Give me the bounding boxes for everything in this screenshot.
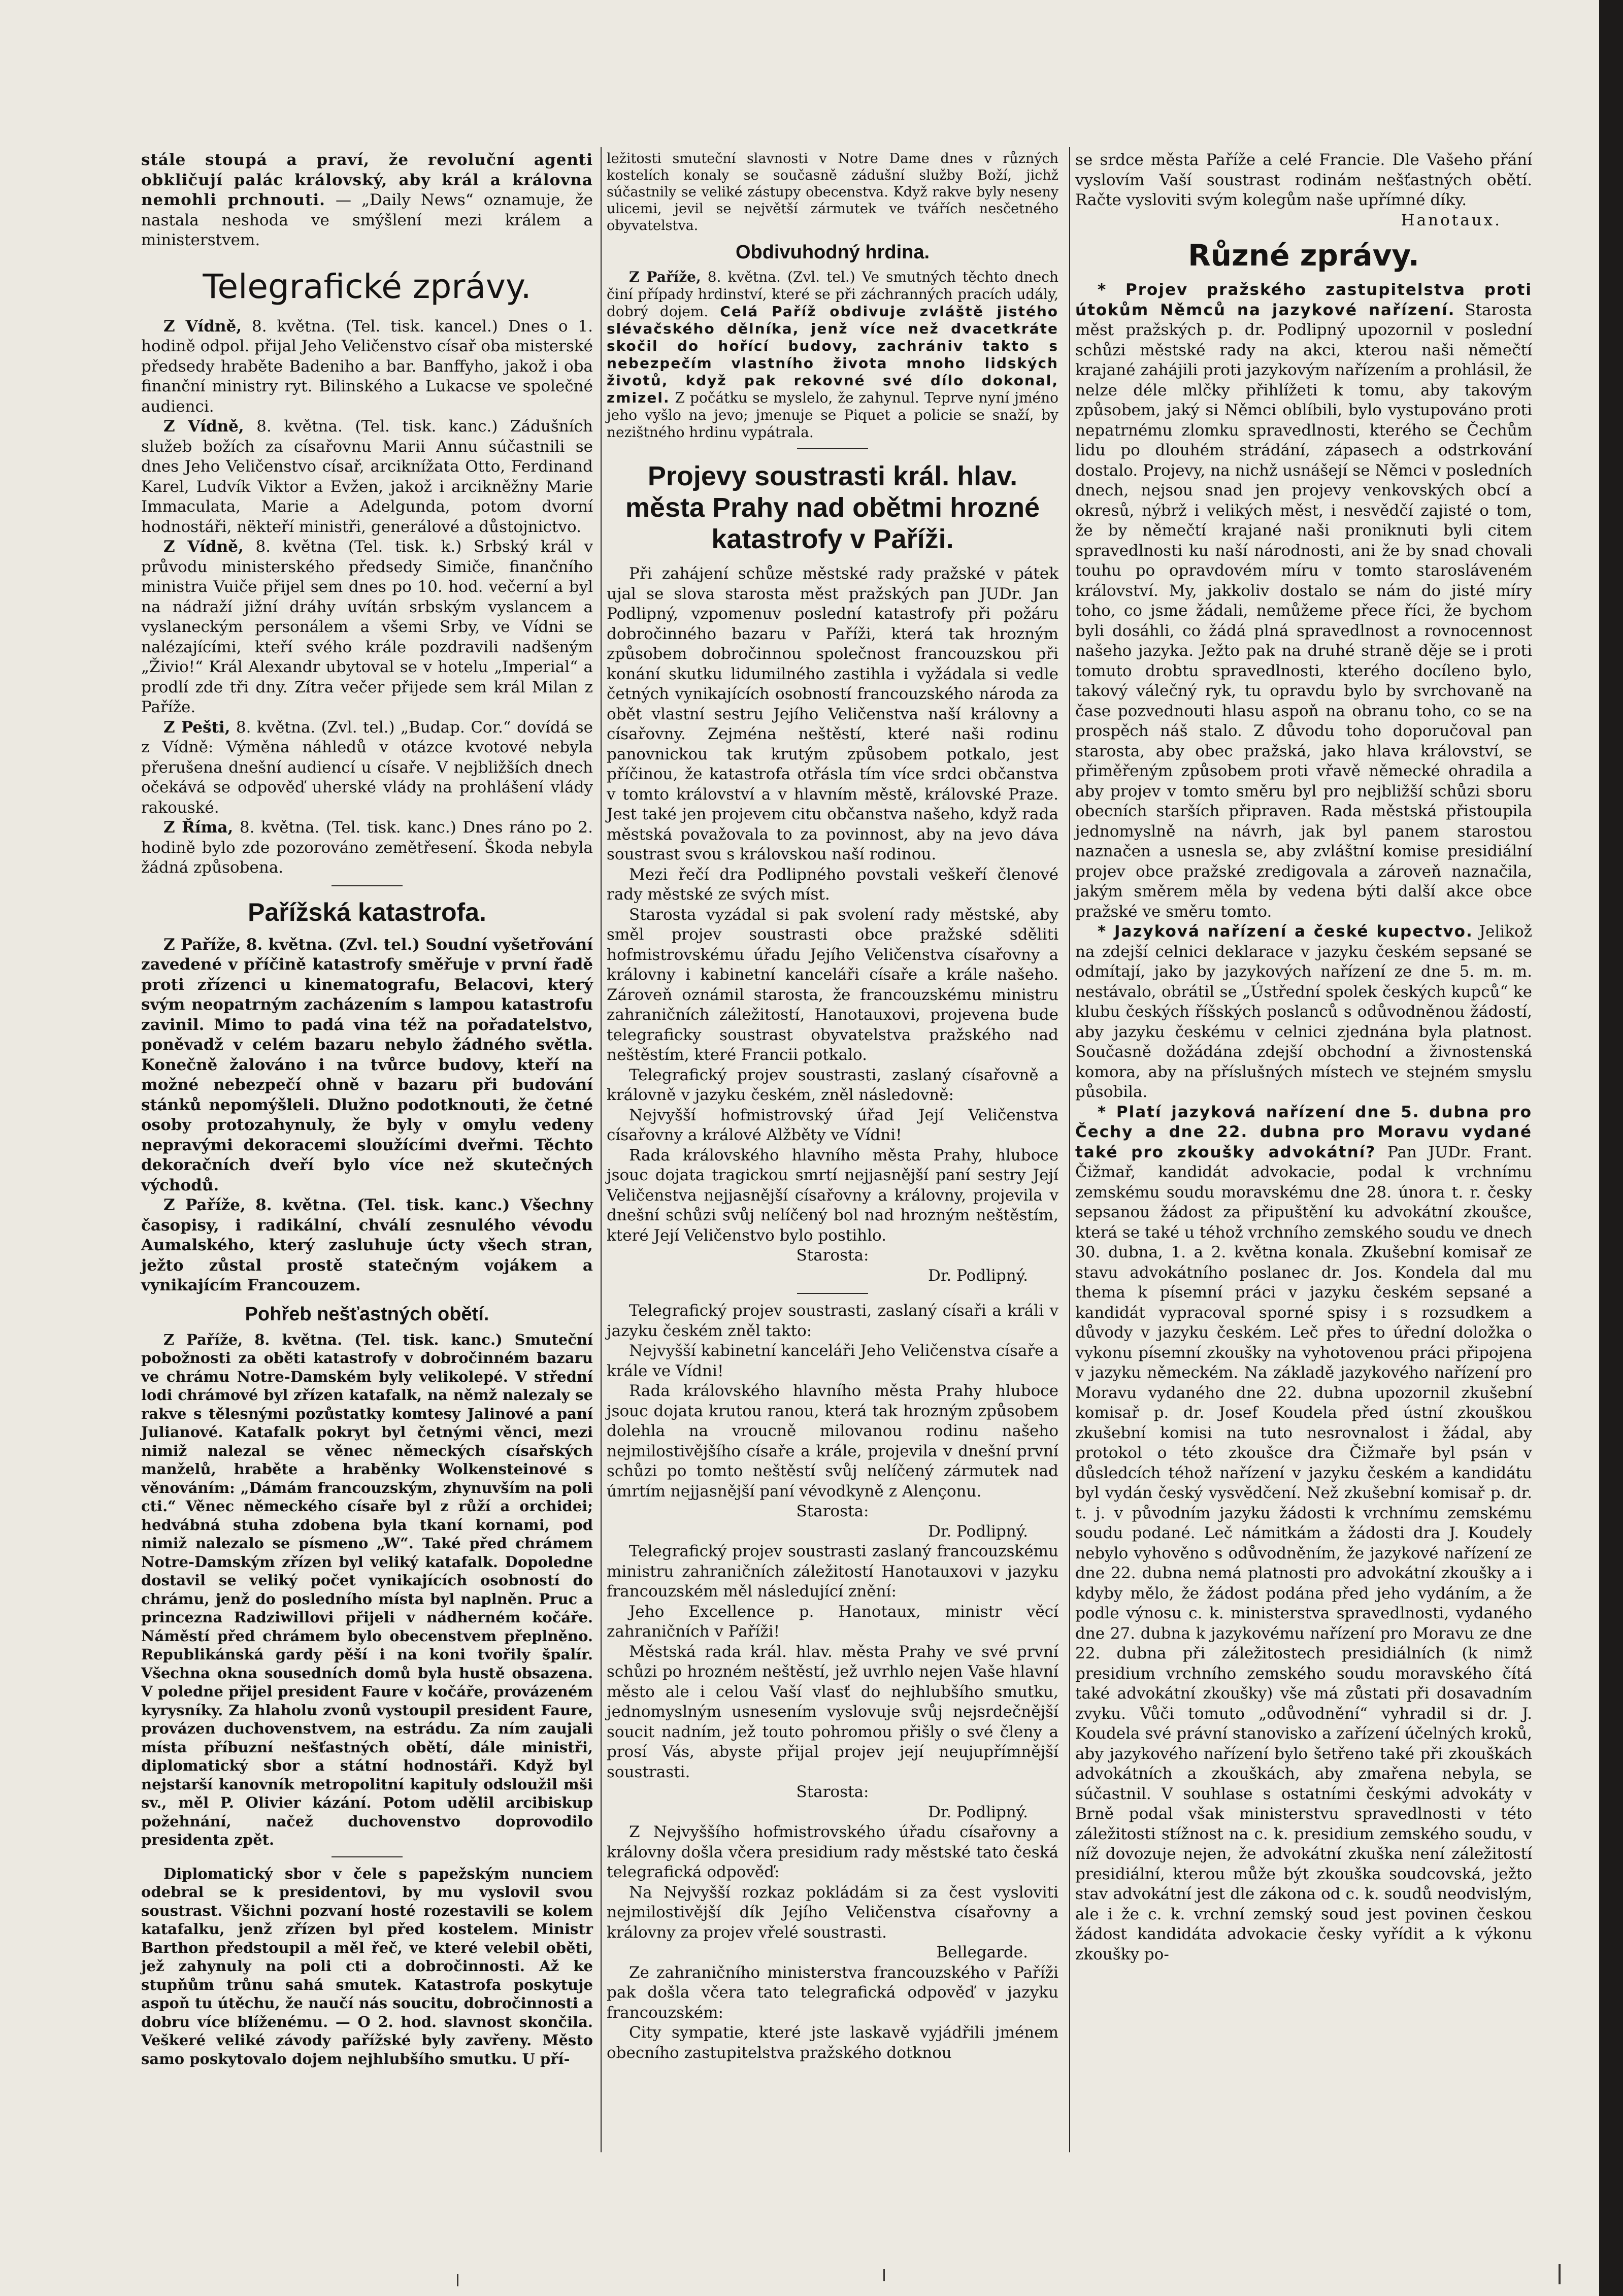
heading-pohreb: Pohřeb nešťastných obětí. [245, 1303, 489, 1325]
separator [797, 1293, 868, 1294]
news-item: * Jazyková nařízení a české kupectvo. Jelikož na zdejší celnici deklarace v jazyku českém sepsané se odmítají, jako by jazykových nařízení ze dne 5. m. m. nestávalo, obrátil se „Ústřední spolek českých kupců“ ke klubu českých říšských poslanců s odůvodněnou žádostí, aby jazyku českému v celnici zjednána byla platnost. Současně dožádána zdejší obchodní a živnostenská komora, aby na příslušných místech ve stejném smyslu působila. [1075, 922, 1532, 1101]
separator [797, 448, 868, 449]
heading-parizska-katastrofa: Pařížská katastrofa. [248, 897, 486, 926]
separator [332, 885, 403, 886]
separator [332, 1856, 403, 1857]
paragraph: Rada královského hlavního města Prahy, hluboce jsouc dojata tragickou smrtí nejjasnější paní sestry Její Veličenstva nejjasnější císařovny a královny, projevila v dnešní schůzi svůj nelíčený bol nad hrozným neštěstím, které Její Veličenstvo bylo postihlo. [607, 1146, 1058, 1245]
paragraph: Telegrafický projev soustrasti zaslaný francouzskému ministru zahraničních záležitostí Hanotauxovi v jazyku francouzském měl následující znění: [607, 1542, 1058, 1601]
paragraph: Mezi řečí dra Podlipného povstali veškeří členové rady městské ze svých míst. [607, 865, 1058, 904]
heading-obdivuhodny-hrdina: Obdivuhodný hrdina. [735, 242, 930, 263]
paragraph: Na Nejvyšší rozkaz pokládám si za čest vysloviti nejmilostivější dík Jejího Veličenstva císařovny a královny za projev vřelé soustrasti. [607, 1883, 1058, 1942]
news-item: Z Vídně, 8. května (Tel. tisk. k.) Srbský král v průvodu ministerského předsedy Simiče, finančního ministra Vuiče přijel sem dnes po 10. hod. večerní a byl na nádraží jižní dráhy uvítán srbským vyslancem a vyslaneckým personálem a všemi Srby, ve Vídni se nalézajícími, kteří svého krále pozdravili nadšeným „Živio!“ Král Alexandr ubytoval se v hotelu „Imperial“ a prodlí zde tři dny. Zítra večer přijede sem král Milan z Paříže. [141, 538, 593, 716]
column-rule [601, 147, 602, 2152]
paragraph: Starosta vyzádal si pak svolení rady městské, aby směl projev soustrasti obce pražské sděliti hofmistrovskému úřadu Jejího Veličenstva císařovny a královny i kabinetní kanceláři císaře a krále našeho. Zároveň oznámil starosta, že francouzskému ministru zahraničních záležitostí, Hanotauxovi, projevena bude telegraficky soustrast obyvatelstva pražského nad neštěstím, které Francii potkalo. [607, 905, 1058, 1064]
heading-telegraficke-zpravy: Telegrafické zprávy. [203, 267, 532, 306]
paragraph: stále stoupá a praví, že revoluční agenti obkličují palác královský, aby král a královna nemohli prchnouti. — „Daily News“ oznamuje, že nastala neshoda ve smýšlení mezi králem a ministerstvem. [141, 151, 593, 249]
paragraph: Jeho Excellence p. Hanotaux, ministr věcí zahraničních v Paříži! [607, 1602, 1058, 1641]
paragraph: Telegrafický projev soustrasti, zaslaný císaři a králi v jazyku českém zněl takto: [607, 1302, 1058, 1340]
paragraph: Při zahájení schůze městské rady pražské v pátek ujal se slova starosta měst pražských pan JUDr. Jan Podlipný, vzpomenuv poslední katastrofy při požáru dobročinného bazaru v Paříži, která tak hrozným způsobem dobročinnou společnost francouzskou při konání skutku lidumilného zastihla i vyžádala si vedle četných vynikajících osobností francouzského národa za obět vlastní sestru Jejího Veličenstva naší královny a císařovny. Zejména neštěstí, které naši rodinu panovnickou tak krutým způsobem potkalo, jest příčinou, že katastrofa otřásla tím více srdci občanstva v tomto království a v hlavním městě, královské Praze. Jest také jen projevem citu občanstva našeho, když rada městská považovala to za povinnost, aby na jevo dáva soustrast svou s královskou naší rodinou. [607, 564, 1058, 863]
signature-title: Starosta: [796, 1783, 869, 1801]
paragraph: Nejvyšší hofmistrovský úřad Její Veličenstva císařovny a králové Alžběty ve Vídni! [607, 1106, 1058, 1144]
heading-ruzne-zpravy: Různé zprávy. [1188, 238, 1419, 273]
news-item: Z Paříže, 8. května. (Tel. tisk. kanc.) Všechny časopisy, i radikální, chválí zesnulého vévodu Aumalského, který zasluhuje úcty všech stran, ježto zůstal prostě statečným vojákem a vynikajícím Francouzem. [141, 1196, 593, 1294]
news-item: * Projev pražského zastupitelstva proti útokům Němců na jazykové nařízení. Starosta měst pražských p. dr. Podlipný upozornil v poslední schůzi městské rady na akci, kterou naši němečtí krajané zahájili proti jazykovým nařízením a prohlásil, že nelze déle mlčky přihlížeti k tomu, aby takovým způsobem, jaký si Němci oblíbili, bylo vystupováno proti nepatrnému zlomku spravedlnosti, kterého se Čechům lidu po dlouhém strádání, zápasech a odstrkování dostalo. Projevy, na nichž usnášejí se Němci v posledních dnech, nejsou snad jen projevy venkovských obcí a okresů, nýbrž i velikých měst, i nesvědčí zajisté o tom, že by němečtí krajané naši proniknuti byli citem spravedlnosti ku naší národnosti, ani že by snad chovali touhu po opravdovém míru v tomto starosláveném království. My, jakkoliv dostalo se nám do jisté míry toho, co jsme žádali, nemůžeme přece říci, že bychom byli dosáhli, co žádá plná spravedlnost a rovnocennost našeho jazyka. Ježto pak na druhé straně děje se i proti tomuto drobtu spravedlnosti, kterého docíleno bylo, takový válečný ryk, tu opravdu bylo by svrchovaně na čase pozvednouti hlasu aspoň na obranu toho, co se na prospěch náš stalo. Z důvodu toho doporučoval pan starosta, aby obec pražská, jako hlava království, se přiměřeným způsobem proti vřavě německé ohradila a aby projev v tomto směru byl pro nejbližší schůzi sboru obecních starších připraven. Rada městská přistoupila jednomyslně na návrh, jak byl panem starostou naznačen a usnesla se, aby zvláštní komise presidiální projev obce pražské zredigovala a zároveň naznačila, jakým směrem měla by vedena býti další akce obce pražské ve směru tomto. [1075, 281, 1532, 921]
paragraph: Z Nejvyššího hofmistrovského úřadu císařovny a královny došla včera presidium rady městské tato česká telegrafická odpověď: [607, 1823, 1058, 1881]
news-item: Z Říma, 8. května. (Tel. tisk. kanc.) Dnes ráno po 2. hodině bylo zde pozorováno zemětřesení. Škoda nebyla žádná způsobena. [141, 818, 593, 877]
news-item: Diplomatický sbor v čele s papežským nunciem odebral se k presidentovi, by mu vyslovil svou soustrast. Všichni pozvaní hosté rozestavili se kolem katafalku, jenž zřízen byl před kostelem. Ministr Barthon předstoupil a měl řeč, ve které velebil oběti, jež zahynuly na poli cti a dobročinnosti. Až ke stupňům trůnu sahá smutek. Katastrofa poskytuje aspoň tu útěchu, že naučí nás soucitu, dobročinnosti a dobru více blíženému. — O 2. hod. slavnost skončila. Veškeré veliké závody pařížské byly zavřeny. Město samo poskytovalo dojem nejhlubšího smutku. U pří- [141, 1865, 593, 2068]
margin-mark [1559, 2264, 1561, 2284]
margin-mark [883, 2269, 885, 2281]
heading-projevy-soustrasti: Projevy soustrasti král. hlav. města Prahy nad obětmi hrozné katastrofy v Paříži. [625, 461, 1040, 554]
signature-title: Starosta: [796, 1246, 869, 1265]
margin-mark [457, 2274, 458, 2286]
news-item: Z Vídně, 8. května. (Tel. tisk. kanc.) Zádušních služeb božích za císařovnu Marii Annu súčastnili se dnes Jeho Veličenstvo císař, arciknížata Otto, Ferdinand Karel, Ludvík Viktor a Evžen, jakož i arcikněžny Marie Immaculata, Marie a Adelgunda, potom dvorní hodnostáři, nëkteří ministři, generálové a důstojnictvo. [141, 417, 593, 536]
scan-edge [1599, 0, 1623, 2296]
news-item: Z Pešti, 8. května. (Zvl. tel.) „Budap. Cor.“ dovídá se z Vídně: Výměna náhledů v otázce kvotové nebyla přerušena dnešní audiencí u císaře. V nejbližších dnech očekává se odpověď uherské vlády na prohlášení vlády rakouské. [141, 718, 593, 817]
paragraph: se srdce města Paříže a celé Francie. Dle Vašeho přání vyslovím Vaší soustrast rodinám nešťastných obětí. Račte vysloviti svým kolegům naše upřímné díky. [1075, 151, 1532, 209]
column-left [141, 150, 593, 2068]
news-item: Z Paříže, 8. května. (Zvl. tel.) Soudní vyšetřování zavedené v příčině katastrofy směřuje v první řadě proti zřízenci u kinematografu, Belacovi, který svým neopatrným zacházením s lampou katastrofu zavinil. Mimo to padá vina též na pořadatelstvo, poněvadž v celém bazaru nebylo žádného světla. Konečně žalováno i na tvůrce budovy, kteří na možné nebezpečí ohně v bazaru při budování stánků nepomýšleli. Dlužno podotknouti, že četné osoby protozahynuly, že byly v omylu vedeny nepravými dekoracemi sloužícími dveřmi. Těchto dekoračních dveří bylo více než skutečných východů. [141, 935, 593, 1194]
news-item: Z Vídně, 8. května. (Tel. tisk. kancel.) Dnes o 1. hodině odpol. přijal Jeho Veličenstvo císař oba misterské předsedy hraběte Badeniho a bar. Banffyho, jakož i oba finanční ministry ryt. Bilinského a Lukacse ve společné audienci. [141, 317, 593, 416]
signature-title: Starosta: [796, 1502, 869, 1520]
news-item: * Platí jazyková nařízení dne 5. dubna pro Čechy a dne 22. dubna pro Moravu vydané také pro zkoušky advokátní? Pan JUDr. Frant. Čižmař, kandidát advokacie, podal k vrchnímu zemskému soudu moravskému dne 28. února t. r. česky sepsanou žádost za připuštění ku advokátní zkoušce, která se také u téhož vrchního zemského soudu ve dnech 30. dubna, 1. a 2. května konala. Zkušební komisař ze stavu advokátního poslanec dr. Jos. Kondela dal mu thema k písemní práci v jazyku českém sepsané a kandidát vypracoval sporné spisy i s rozsudkem a důvody v jazyku českém. Leč přes to úřední doložka o vykonu písemní zkoušky na vyhotovenou práci připojena v jazyku německém. Na základě jazykového nařízení pro Moravu vydaného dne 22. dubna upozornil zkušební komisař p. dr. Josef Koudela před ústní zkouškou zkušební komisi na tuto nesrovnalost i žádal, aby protokol o této zkoušce dra Čižmaře byl psán v důsledcích téhož nařízení v jazyku českém a kandidátu byl vydán český vysvědčení. Než zkušební komisař p. dr. t. j. v původním jazyku žádosti k vrchnímu zemskému soudu podané. Leč námitkám a žádosti dra J. Koudely nebylo vyhověno s odůvodněním, že jazykové nařízení ze dne 22. dubna nemá platnosti pro advokátní zkoušky a i kdyby mělo, že žádost podána před jeho vydáním, a že podle výnosu c. k. ministerstva spravedlnosti, vydaného dne 27. dubna k jazykovému nařízení pro Moravu ze dne 22. dubna při záležitostech presidiálních (k nimž presidium vrchního zemského soudu moravského čítá také advokátní zkoušky) vše má zůstati při dosavadním zvyku. Vůči tomuto „odůvodnění“ vyhradil si dr. J. Koudela své právní stanovisko a zařízení účelných kroků, aby jazykového nařízení bylo šetřeno také při zkouškách advokátních a zkouškách, aby zmařena nebyla, se súčastnil. V souhlase s ostatními českými advokáty v Brně podal však ministerstvu spravedlnosti v této záležitosti stížnost na c. k. presidium zemského soudu, v níž dovozuje nejen, že advokátní zkuška není záležitostí presidiální, kterou může být zkouška soudcovská, ježto stav advokátní jest dle zákona od c. k. soudů neodvislým, ale i že c. k. vrchní zemský soud jest povinen českou žádost kandidáta advokacie česky vyřídit a k výkonu zkoušky po- [1075, 1103, 1532, 1964]
column-middle [607, 150, 1058, 2063]
column-right [1075, 150, 1532, 1965]
paragraph: Rada královského hlavního města Prahy hluboce jsouc dojata krutou ranou, která tak hrozným způsobem dolehla na vroucně milovanou rodinu našeho nejmilostivějšího císaře a krále, projevila v dnešní první schůzi po tomto neštěstí svůj nelíčený zármutek nad úmrtím nejjasnější paní vévodkyně z Alençonu. [607, 1382, 1058, 1501]
paragraph: Městská rada král. hlav. města Prahy ve své první schůzi po hrozném neštěstí, jež uvrhlo nejen Vaše hlavní město ale i celou Vaší vlasť do nejhlubšího smutku, jednomyslným usnesením vyslovuje svůj nejsrdečnější soucit nadním, jež touto pohromou přišly o své členy a prosí Vás, abyste přijal projev její neujupřímnější soustrasti. [607, 1642, 1058, 1781]
news-item: Z Paříže, 8. května. (Zvl. tel.) Ve smutných těchto dnech činí případy hrdinství, které se při záchranných pracích udály, dobrý dojem. Celá Paříž obdivuje zvláště jistého slévačského dělníka, jenž více než dvacetkráte skočil do hořící budovy, zachrániv takto s nebezpečím vlastního života mnoho lidských životů, když pak rekovné své dílo dokonal, zmizel. Z počátku se myslelo, že zahynul. Teprve nyní jméno jeho vyšlo na jevo; jmenuje se Piquet a policie se snaží, by nezištného hrdinu vypátrala. [607, 269, 1059, 441]
signature-name: Dr. Podlipný. [928, 1266, 1028, 1285]
signature-name: Bellegarde. [936, 1943, 1028, 1961]
news-item: Z Paříže, 8. května. (Tel. tisk. kanc.) Smuteční pobožnosti za oběti katastrofy v dobročinném bazaru ve chrámu Notre-Damském byly velikolepé. V střední lodi chrámové byl zřízen katafalk, na němž nalezaly se rakve s tělesnými pozůstatky komtesy Jalinové a paní Julianové. Katafalk pokryt byl četnými věnci, mezi nimiž nalezal se věnec německých císařských manželů, hraběte a hraběnky Wolkensteinové s věnováním: „Dámám francouzským, zhynuvším na poli cti.“ Věnec německého císaře byl z růží a orchidei; hedvábná stuha zdobena byla tkaní kornami, pod nimiž nalezalo se písmeno „W“. Také před chrámem Notre-Damským zřízen byl veliký katafalk. Dopoledne dostavil se veliký počet vynikajících osobností do chrámu, jenž do posledního místa byl naplněn. Pruc a princezna Radziwillovi přijeli v nádherném kočáře. Náměstí před chrámem bylo obecenstvem přeplněno. Republikánská gardy pěší i na koni tvořily špalír. Všechna okna sousedních domů byla hustě obsazena. V poledne přijel president Faure v kočáře, provázeném kyrysníky. Za hlaholu zvonů vystoupil president Faure, provázen duchovenstvem, na estrádu. Za ním zaujali místa příbuzní nešťastných obětí, dále ministři, diplomatický sbor a státní hodnostáři. Když byl nejstarší kanovník metropolitní kapituly odsloužil mši sv., měl P. Olivier kázání. Potom udělil arcibiskup požehnání, načež duchovenstvo doprovodilo presidenta zpět. [141, 1330, 593, 1848]
paragraph: Telegrafický projev soustrasti, zaslaný císařovně a královně v jazyku českém, zněl následovně: [607, 1066, 1058, 1104]
paragraph: Ze zahraničního ministerstva francouzského v Paříži pak došla včera tato telegrafická odpověď v jazyku francouzském: [607, 1963, 1058, 2022]
signature-name: Dr. Podlipný. [928, 1803, 1028, 1821]
signature-name: Hanotaux. [1401, 211, 1502, 229]
paragraph: City sympatie, které jste laskavě vyjádřili jménem obecního zastupitelstva pražského dotknou [607, 2023, 1058, 2062]
column-rule [1069, 147, 1070, 2152]
paragraph: ležitosti smuteční slavnosti v Notre Dame dnes v různých kostelích konaly se současně zádušní služby Boží, jichž súčastnily se veliké zástupy obecenstva. Když rakve byly neseny ulicemi, jevil se největší zármutek ve tvářích nesčetného obyvatelstva. [607, 151, 1058, 234]
signature-name: Dr. Podlipný. [928, 1522, 1028, 1541]
paragraph: Nejvyšší kabinetní kanceláři Jeho Veličenstva císaře a krále ve Vídni! [607, 1342, 1058, 1380]
